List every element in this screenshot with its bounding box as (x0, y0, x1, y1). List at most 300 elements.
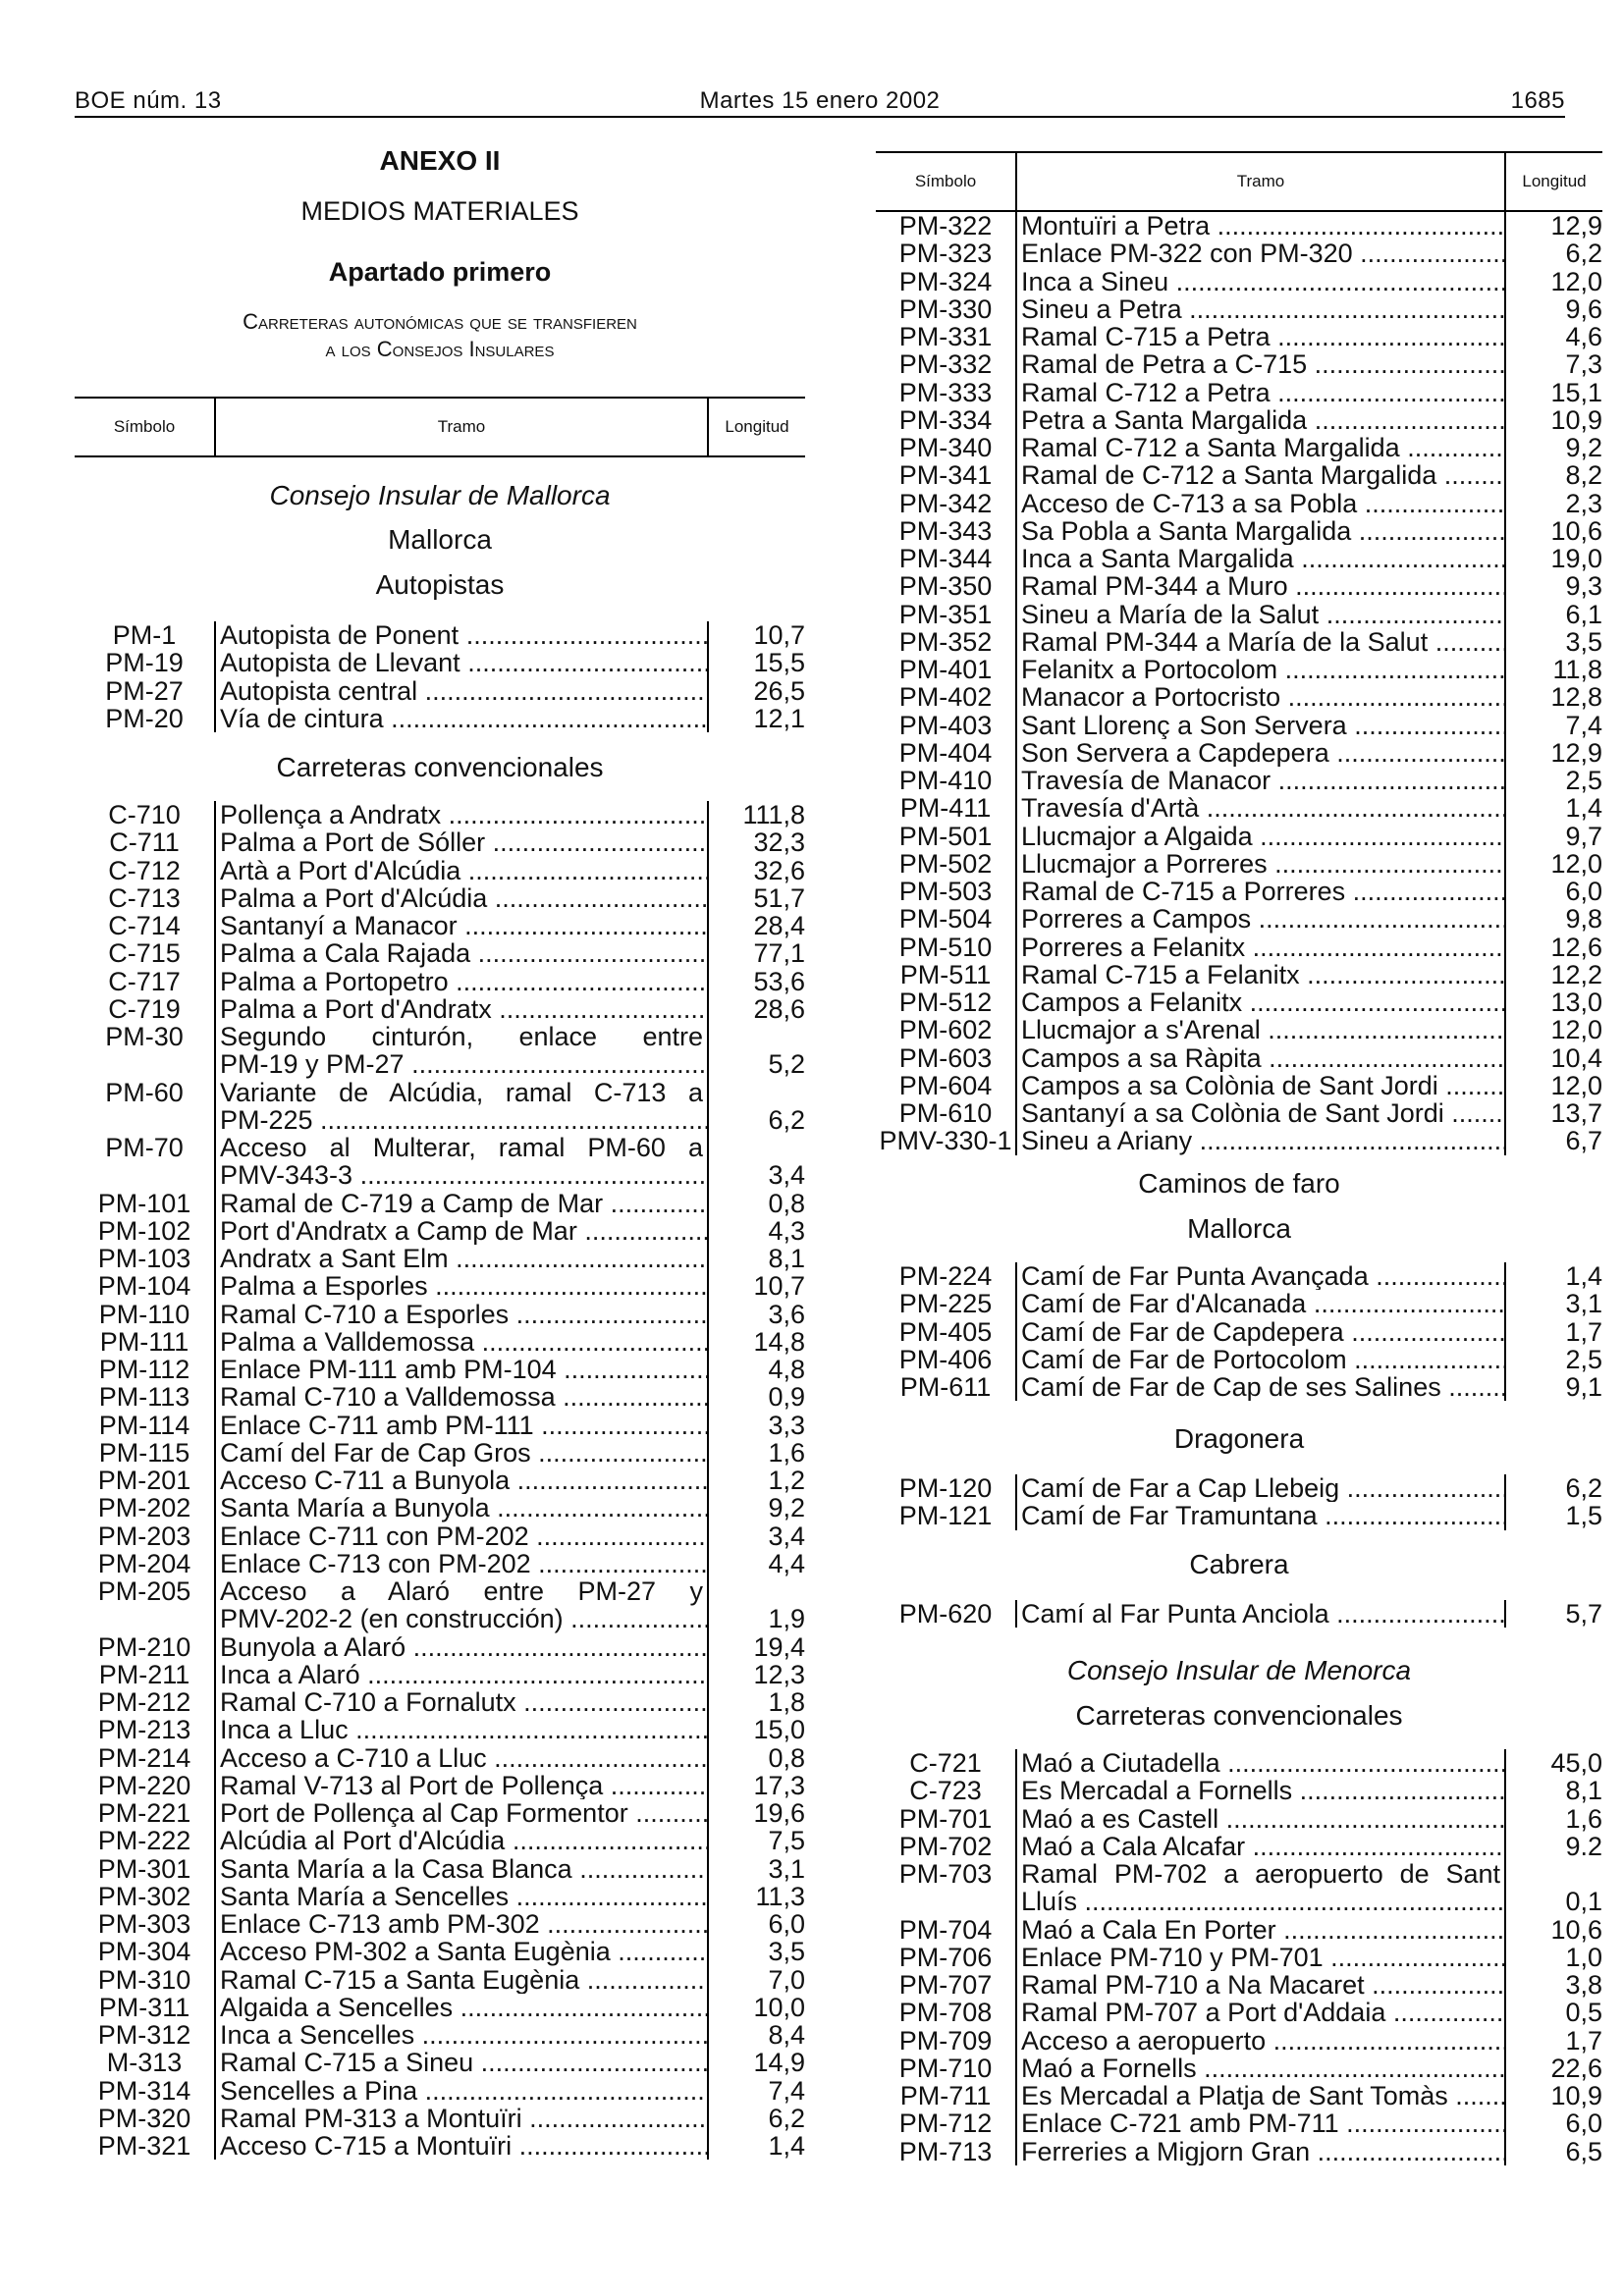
road-symbol: PM-314 (97, 2075, 191, 2106)
road-section-text: Artà a Port d'Alcúdia ..... (220, 857, 707, 884)
road-length: 26,5 (753, 675, 805, 706)
road-section (214, 1356, 709, 1383)
road-symbol: PM-711 (899, 2081, 992, 2110)
road-symbol: PMV-330-1 (879, 1126, 1012, 1156)
table-row (876, 601, 1602, 628)
road-section-text: Montuïri a Petra ..... (1021, 212, 1504, 240)
road-section-text: Santa María a la Casa Blanca ..... (220, 1855, 707, 1883)
road-section-text: Ramal V-713 al Port de Pollença ..... (220, 1772, 707, 1799)
road-symbol: PM-713 (898, 2136, 993, 2166)
road-symbol: PM-502 (898, 848, 993, 879)
road-symbol: PM-113 (98, 1382, 190, 1413)
road-section-text: Enlace PM-710 y PM-701 ..... (1021, 1944, 1504, 1971)
road-symbol: PM-312 (97, 2020, 191, 2050)
road-section-text: Ferreries a Migjorn Gran ..... (1021, 2138, 1504, 2165)
road-length: 1,9 (768, 1604, 805, 1634)
road-symbol: PM-703 (898, 1859, 993, 1889)
road-length: 4,4 (768, 1548, 805, 1578)
road-length: 9,3 (1565, 571, 1602, 602)
road-section-text: Sineu a Ariany ..... (1021, 1127, 1504, 1154)
road-symbol: PM-707 (898, 1970, 993, 2000)
road-symbol: PM-225 (898, 1289, 993, 1319)
table-row (75, 801, 805, 828)
road-symbol: PM-501 (898, 821, 993, 851)
road-section (214, 1328, 709, 1356)
table-row (75, 1994, 805, 2021)
road-section-text: Autopista de Llevant ..... (220, 649, 707, 676)
road-section-text: Ramal C-712 a Santa Margalida ..... (1021, 434, 1504, 461)
road-length: 32,3 (753, 828, 805, 858)
road-length: 9,2 (1565, 433, 1602, 462)
table-row (75, 1522, 805, 1550)
road-section-text: Acceso a aeropuerto ..... (1021, 2027, 1504, 2055)
road-section (214, 1799, 709, 1827)
road-section-text: Acceso PM-302 a Santa Eugènia ..... (220, 1938, 707, 1965)
road-section (1015, 268, 1506, 295)
road-section (214, 1661, 709, 1688)
road-symbol: PM-201 (97, 1466, 191, 1495)
road-length: 6,2 (768, 1104, 805, 1135)
table-row (876, 1600, 1602, 1628)
road-section (1015, 2082, 1506, 2109)
road-symbol: PM-303 (97, 1909, 191, 1939)
journal-issue: BOE núm. 13 (75, 87, 222, 114)
road-symbol: PM-213 (97, 1715, 191, 1745)
road-length: 3,4 (768, 1521, 805, 1551)
col-header-tramo: Tramo (216, 399, 709, 455)
road-symbol: PM-101 (97, 1188, 191, 1218)
road-symbol: PM-620 (898, 1599, 993, 1629)
table-row (876, 823, 1602, 850)
road-section (1015, 323, 1506, 350)
table-row (75, 912, 805, 939)
road-section-text: Ramal C-715 a Felanitx ..... (1021, 961, 1504, 988)
road-section (1015, 878, 1506, 905)
road-length: 6,2 (1565, 239, 1602, 269)
road-length: 6,2 (1565, 1473, 1602, 1503)
road-length: 1,7 (1565, 2025, 1602, 2056)
road-symbol: PM-210 (97, 1631, 191, 1662)
road-length: 3,8 (1565, 1970, 1602, 2000)
road-section-text: Sencelles a Pina ..... (220, 2077, 707, 2105)
table-row (75, 1661, 805, 1688)
road-section-text: Andratx a Sant Elm ..... (220, 1245, 707, 1272)
table-header-left (75, 397, 805, 457)
road-section-text: Acceso C-711 a Bunyola ..... (220, 1467, 707, 1494)
table-row (75, 2077, 805, 2105)
road-symbol: PM-60 (105, 1077, 184, 1107)
road-length: 3,4 (768, 1160, 805, 1191)
table-row (876, 934, 1602, 961)
road-section (1015, 1373, 1506, 1401)
convencionales-heading: Carreteras convencionales (276, 752, 604, 782)
road-section (1015, 712, 1506, 739)
road-section (1015, 295, 1506, 323)
road-length: 12,6 (1550, 932, 1602, 962)
road-symbol: PM-701 (898, 1803, 993, 1834)
road-section-text: Manacor a Portocristo ..... (1021, 683, 1504, 711)
road-length: 12,0 (1550, 1070, 1602, 1100)
road-section (214, 939, 709, 967)
road-section (1015, 406, 1506, 434)
table-row (876, 1999, 1602, 2026)
table-row (876, 1944, 1602, 1971)
road-section (214, 1272, 709, 1300)
annex-subtitle: MEDIOS MATERIALES (300, 196, 579, 226)
table-row (75, 1744, 805, 1772)
table-row (75, 1550, 805, 1577)
mallorca-continued-rows (876, 212, 1602, 1155)
road-length: 53,6 (753, 966, 805, 996)
road-length: 10,6 (1550, 515, 1602, 546)
road-symbol: PM-602 (898, 1015, 993, 1045)
road-section (1015, 1833, 1506, 1860)
table-row (876, 1373, 1602, 1401)
road-symbol: PM-19 (105, 648, 184, 678)
road-length: 1,8 (768, 1687, 805, 1717)
road-section-text: Acceso de C-713 a sa Pobla ..... (1021, 490, 1504, 517)
table-row (876, 961, 1602, 988)
road-section (214, 1494, 709, 1522)
table-row (876, 545, 1602, 572)
road-symbol: PM-342 (898, 488, 993, 518)
table-row (75, 1079, 805, 1135)
road-length: 4,8 (768, 1355, 805, 1384)
road-symbol: PM-20 (105, 703, 184, 733)
road-section (1015, 517, 1506, 545)
road-section (1015, 1044, 1506, 1072)
road-length: 7,3 (1565, 349, 1602, 380)
road-symbol: C-710 (108, 800, 181, 829)
road-section-text: Campos a sa Ràpita ..... (1021, 1044, 1504, 1072)
road-section (1015, 545, 1506, 572)
table-row (75, 1938, 805, 1965)
road-symbol: PM-334 (898, 404, 993, 435)
road-section (1015, 988, 1506, 1016)
col-header-tramo: Tramo (1017, 153, 1506, 210)
dragonera-heading: Dragonera (1173, 1423, 1305, 1454)
road-symbol: PM-115 (98, 1437, 190, 1468)
table-row (876, 878, 1602, 905)
road-section-text: Ramal C-715 a Sineu ..... (220, 2049, 707, 2076)
road-length: 6,0 (768, 1909, 805, 1939)
road-symbol: PM-611 (899, 1372, 992, 1402)
road-section (214, 884, 709, 912)
road-section-text: Campos a sa Colònia de Sant Jordi ..... (1021, 1072, 1504, 1099)
road-section (214, 857, 709, 884)
road-symbol: PM-220 (97, 1770, 191, 1800)
road-symbol: PM-603 (898, 1042, 993, 1073)
road-symbol: PM-333 (898, 377, 993, 407)
table-row (876, 212, 1602, 240)
road-section-text: Maó a Fornells ..... (1021, 2055, 1504, 2082)
road-length: 6,2 (768, 2103, 805, 2133)
road-length: 10,7 (753, 1271, 805, 1302)
road-section (214, 1217, 709, 1245)
table-row (75, 1217, 805, 1245)
road-section-text: Inca a Santa Margalida ..... (1021, 545, 1504, 572)
road-symbol: C-714 (108, 911, 181, 940)
table-row (876, 1318, 1602, 1346)
table-row (876, 240, 1602, 267)
road-symbol: C-721 (909, 1748, 982, 1778)
road-section-text: Ramal C-715 a Petra ..... (1021, 323, 1504, 350)
col-header-longitud: Longitud (725, 417, 789, 436)
road-symbol: PM-205 (97, 1576, 191, 1606)
road-section (1015, 379, 1506, 406)
col-header-simbolo: Símbolo (876, 153, 1017, 210)
road-section-text: Sineu a María de la Salut ..... (1021, 601, 1504, 628)
road-section-line-1: Ramal PM-702 a aeropuerto de Sant (1021, 1860, 1500, 1889)
road-section (1015, 1999, 1506, 2026)
road-section-text: Ramal PM-344 a Muro ..... (1021, 572, 1504, 600)
road-section-text: Es Mercadal a Platja de Sant Tomàs ..... (1021, 2082, 1504, 2109)
road-length: 10,9 (1550, 2081, 1602, 2110)
road-length: 32,6 (753, 855, 805, 885)
road-section-text: Porreres a Campos ..... (1021, 905, 1504, 933)
road-symbol: PM-311 (98, 1992, 190, 2022)
table-row (75, 1023, 805, 1079)
table-row (75, 1383, 805, 1411)
road-section-text: Petra a Santa Margalida ..... (1021, 406, 1504, 434)
road-section-text: Porreres a Felanitx ..... (1021, 934, 1504, 961)
road-length: 1,6 (1565, 1803, 1602, 1834)
road-section (1015, 683, 1506, 711)
table-row (75, 1272, 805, 1300)
road-length: 1,4 (768, 2131, 805, 2161)
road-section-text: Ramal PM-710 a Na Macaret ..... (1021, 1971, 1504, 1999)
road-length: 1,5 (1565, 1501, 1602, 1531)
road-section (214, 1827, 709, 1854)
table-header-right (876, 151, 1602, 212)
road-length: 0,8 (768, 1188, 805, 1218)
road-section-text: Ramal C-712 a Petra ..... (1021, 379, 1504, 406)
road-section-text: Enlace PM-322 con PM-320 ..... (1021, 240, 1504, 267)
road-section-text: Ramal PM-344 a María de la Salut ..... (1021, 628, 1504, 656)
caption-line-1: Carreteras autonómicas que se transfieren (243, 309, 637, 334)
road-section (1015, 1016, 1506, 1043)
road-symbol: C-711 (109, 828, 180, 858)
road-section (214, 912, 709, 939)
road-symbol: PM-511 (899, 959, 992, 989)
road-symbol: C-712 (108, 855, 181, 885)
road-section-text: Maó a Cala Alcafar ..... (1021, 1833, 1504, 1860)
road-section-text: Es Mercadal a Fornells ..... (1021, 1777, 1504, 1804)
road-section-text: Ramal de C-719 a Camp de Mar ..... (220, 1190, 707, 1217)
table-row (876, 2109, 1602, 2137)
road-section-line-2: PMV-202-2 (en construcción) ..... (220, 1605, 707, 1632)
road-section-text: Camí del Far de Cap Gros ..... (220, 1439, 707, 1467)
road-length: 19,6 (753, 1798, 805, 1828)
road-section-text: Ramal C-710 a Valldemossa ..... (220, 1383, 707, 1411)
road-symbol: PM-211 (98, 1659, 190, 1689)
road-length: 9,7 (1565, 821, 1602, 851)
faro-mallorca-heading: Mallorca (1187, 1213, 1291, 1244)
road-length: 2,5 (1565, 1344, 1602, 1374)
road-length: 4,6 (1565, 322, 1602, 351)
table-row (876, 739, 1602, 767)
road-section (214, 1439, 709, 1467)
header-rule (75, 116, 1565, 118)
road-section-text: Santa María a Bunyola ..... (220, 1494, 707, 1522)
table-row (876, 850, 1602, 878)
road-section-line-2: Lluís ..... (1021, 1888, 1504, 1915)
road-length: 7,4 (768, 2075, 805, 2106)
road-section (214, 2021, 709, 2049)
road-symbol: PM-403 (898, 710, 993, 740)
table-row (75, 649, 805, 676)
col-header-simbolo: Símbolo (75, 399, 216, 455)
table-row (876, 295, 1602, 323)
road-symbol: PM-203 (97, 1521, 191, 1551)
road-length: 13,0 (1550, 988, 1602, 1017)
road-section-text: Son Servera a Capdepera ..... (1021, 739, 1504, 767)
road-section-text: Palma a Valldemossa ..... (220, 1328, 707, 1356)
road-section-text: Ramal de C-715 a Porreres ..... (1021, 878, 1504, 905)
table-row (876, 2138, 1602, 2165)
road-section (1015, 905, 1506, 933)
table-row (75, 1412, 805, 1439)
road-section (214, 1716, 709, 1743)
road-symbol: PM-343 (898, 515, 993, 546)
road-length: 6,0 (1565, 2109, 1602, 2139)
road-section (1015, 794, 1506, 822)
autopistas-rows (75, 621, 805, 732)
road-symbol: PM-221 (97, 1798, 191, 1828)
road-section-text: Enlace C-711 amb PM-111 ..... (220, 1412, 707, 1439)
road-length: 28,4 (753, 911, 805, 940)
road-section (214, 1301, 709, 1328)
road-length: 10,6 (1550, 1914, 1602, 1945)
road-section (1015, 601, 1506, 628)
road-section-text: Autopista de Ponent ..... (220, 621, 707, 649)
road-length: 77,1 (753, 938, 805, 969)
road-section (1015, 1860, 1506, 1916)
road-section (214, 1550, 709, 1577)
road-section (214, 2049, 709, 2076)
road-section-text: Camí de Far d'Alcanada ..... (1021, 1290, 1504, 1317)
road-section-text: Camí de Far a Cap Llebeig ..... (1021, 1474, 1504, 1502)
road-symbol: PM-103 (97, 1244, 191, 1273)
road-section-text: Inca a Sineu ..... (1021, 268, 1504, 295)
table-row (876, 1262, 1602, 1290)
road-length: 1,0 (1565, 1942, 1602, 1972)
road-section (1015, 212, 1506, 240)
road-section-text: Ramal C-710 a Fornalutx ..... (220, 1688, 707, 1716)
road-section-text: Camí de Far de Portocolom ..... (1021, 1346, 1504, 1373)
road-section (1015, 656, 1506, 683)
table-row (876, 2082, 1602, 2109)
road-symbol: PM-27 (105, 675, 184, 706)
table-row (75, 1688, 805, 1716)
road-section (1015, 1127, 1506, 1154)
table-row (75, 2132, 805, 2160)
road-section-text: Ramal PM-313 a Montuïri ..... (220, 2105, 707, 2132)
road-symbol: PM-104 (97, 1271, 191, 1302)
road-symbol: PM-224 (898, 1261, 993, 1291)
table-row (75, 1134, 805, 1190)
road-symbol: PM-610 (898, 1098, 993, 1128)
table-row (876, 905, 1602, 933)
road-section (1015, 961, 1506, 988)
road-symbol: PM-70 (105, 1133, 184, 1162)
road-length: 17,3 (753, 1770, 805, 1800)
road-symbol: PM-214 (97, 1742, 191, 1773)
road-symbol: PM-202 (97, 1493, 191, 1523)
road-length: 5,2 (768, 1049, 805, 1080)
road-length: 9,2 (768, 1493, 805, 1523)
road-symbol: PM-404 (898, 737, 993, 768)
road-symbol: PM-102 (97, 1215, 191, 1246)
road-section (214, 1966, 709, 1994)
table-row (75, 1301, 805, 1328)
road-length: 10,0 (753, 1992, 805, 2022)
cabrera-rows (876, 1600, 1602, 1628)
road-section (1015, 1600, 1506, 1628)
table-row (75, 1577, 805, 1633)
road-symbol: C-719 (108, 993, 181, 1024)
table-row (75, 884, 805, 912)
road-section-text: Sa Pobla a Santa Margalida ..... (1021, 517, 1504, 545)
road-section-text: Inca a Lluc ..... (220, 1716, 707, 1743)
road-length: 1,4 (1565, 793, 1602, 824)
road-section-text: Enlace C-713 con PM-202 ..... (220, 1550, 707, 1577)
road-length: 3,5 (1565, 626, 1602, 657)
road-length: 12,2 (1550, 959, 1602, 989)
road-length: 6,0 (1565, 877, 1602, 906)
road-section (1015, 572, 1506, 600)
road-symbol: PM-111 (99, 1326, 189, 1357)
road-section (214, 1772, 709, 1799)
road-section (1015, 1072, 1506, 1099)
table-row (876, 1099, 1602, 1127)
road-section-text: Port d'Andratx a Camp de Mar ..... (220, 1217, 707, 1245)
table-row (75, 677, 805, 705)
road-section-text: Inca a Alaró ..... (220, 1661, 707, 1688)
road-symbol: C-715 (108, 938, 181, 969)
road-section (214, 1744, 709, 1772)
road-section (214, 968, 709, 995)
road-section (1015, 2027, 1506, 2055)
road-section (214, 2105, 709, 2132)
road-symbol: PM-301 (97, 1853, 191, 1884)
road-symbol: PM-332 (898, 349, 993, 380)
road-section (214, 1994, 709, 2021)
road-symbol: PM-121 (898, 1501, 993, 1531)
road-section (1015, 490, 1506, 517)
road-section-text: Alcúdia al Port d'Alcúdia ..... (220, 1827, 707, 1854)
road-length: 6,7 (1565, 1126, 1602, 1156)
road-length: 1,6 (768, 1437, 805, 1468)
road-length: 12,9 (1550, 737, 1602, 768)
col-header-longitud: Longitud (1522, 172, 1587, 190)
road-symbol: PM-324 (898, 266, 993, 296)
road-section (214, 621, 709, 649)
road-symbol: PM-350 (898, 571, 993, 602)
road-length: 12,8 (1550, 682, 1602, 713)
road-length: 19,4 (753, 1631, 805, 1662)
table-row (75, 995, 805, 1023)
road-section-text: Enlace C-713 amb PM-302 ..... (220, 1910, 707, 1938)
road-section (214, 1412, 709, 1439)
road-length: 111,8 (742, 800, 805, 829)
table-row (876, 323, 1602, 350)
road-length: 12,0 (1550, 266, 1602, 296)
road-length: 12,1 (753, 703, 805, 733)
road-symbol: PM-331 (898, 322, 993, 351)
road-section (1015, 1318, 1506, 1346)
table-row (876, 683, 1602, 711)
